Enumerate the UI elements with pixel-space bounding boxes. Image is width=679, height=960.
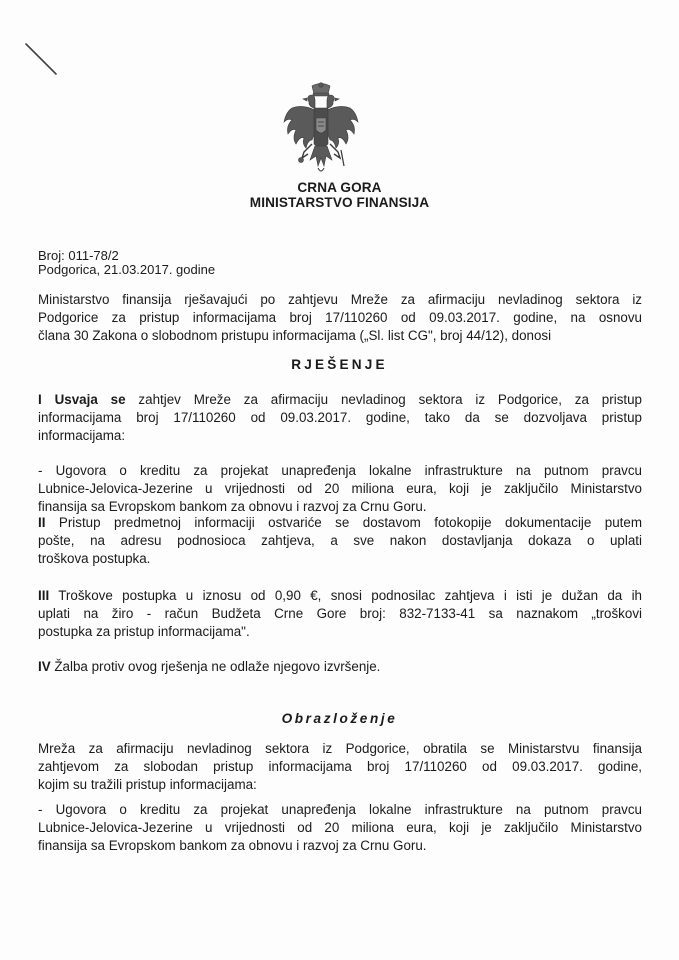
intro-line: Ministarstvo finansija rješavajući po zahtjevu Mreže za afirmaciju nevladinog sektora iz bbox=[38, 292, 642, 307]
section-2-line: pošte, na adresu podnosioca zahtjeva, a sve nakon dostavljanja dokaza o uplati bbox=[38, 533, 642, 549]
reasoning-line: kojim su tražili pristup informacijama: bbox=[38, 777, 257, 793]
section-4 bbox=[38, 658, 642, 676]
section-2-line: troškova postupka. bbox=[38, 551, 151, 567]
item-line: Lubnice-Jelovica-Jezerine u vrijednosti od 20 miliona eura, koji je zaključilo Ministarstvo bbox=[38, 820, 642, 836]
section-3 bbox=[38, 587, 642, 642]
requested-item-2 bbox=[38, 801, 642, 856]
section-1-line: informacijama broj 17/110260 od 09.03.2017. godine, tako da se dozvoljava pristup bbox=[38, 410, 642, 426]
section-4-line bbox=[38, 658, 642, 676]
item-line: finansija sa Evropskom bankom za obnovu i razvoj za Crnu Goru. bbox=[38, 499, 427, 515]
item-line: Lubnice-Jelovica-Jezerine u vrijednosti od 20 miliona eura, koji je zaključilo Ministarstvo bbox=[38, 481, 642, 497]
section-3-line: postupka za pristup informacijama". bbox=[38, 624, 250, 640]
section-1 bbox=[38, 391, 642, 446]
item-line: - Ugovora o kreditu za projekat unapređenja lokalne infrastrukture na putnom pravcu bbox=[38, 463, 642, 478]
decision-title: RJEŠENJE bbox=[291, 357, 388, 372]
item-line: - Ugovora o kreditu za projekat unapređenja lokalne infrastrukture na putnom pravcu bbox=[38, 802, 642, 817]
intro-line: člana 30 Zakona o slobodnom pristupu informacijama („Sl. list CG", broj 44/12), donosi bbox=[38, 328, 552, 344]
section-2-line bbox=[38, 514, 642, 532]
section-numeral: III bbox=[38, 588, 50, 603]
intro-line: Podgorice za pristup informacijama broj 17/110260 od 09.03.2017. godine, na osnovu bbox=[38, 310, 642, 326]
section-4-text: Žalba protiv ovog rješenja ne odlaže njegovo izvršenje. bbox=[50, 659, 381, 674]
section-numeral: IV bbox=[38, 659, 51, 674]
requested-item-1 bbox=[38, 462, 642, 517]
item-line: finansija sa Evropskom bankom za obnovu i razvoj za Crnu Goru. bbox=[38, 838, 427, 854]
section-numeral: II bbox=[38, 515, 46, 530]
reasoning-paragraph bbox=[38, 740, 642, 795]
reference-number: Broj: 011-78/2 bbox=[38, 248, 119, 263]
section-1-line: informacijama: bbox=[38, 428, 126, 444]
section-2-text: Pristup predmetnoj informaciji ostvariće se dostavom fotokopije dokumentacije putem bbox=[45, 515, 642, 530]
section-3-text: Troškove postupka u iznosu od 0,90 €, snosi podnosilac zahtjeva i isti je dužan da ih bbox=[49, 588, 642, 603]
reasoning-title: Obrazloženje bbox=[281, 711, 398, 726]
section-3-line: uplati na žiro - račun Budžeta Crne Gore broj: 832-7133-41 sa naznakom „troškovi bbox=[38, 606, 642, 622]
section-1-line bbox=[38, 391, 642, 409]
reasoning-line: zahtjevom za slobodan pristup informacijama broj 17/110260 od 09.03.2017. godine, bbox=[38, 759, 642, 775]
intro-paragraph bbox=[38, 291, 642, 346]
pen-stroke-mark bbox=[22, 40, 62, 80]
reasoning-line: Mreža za afirmaciju nevladinog sektora iz Podgorice, obratila se Ministarstvu finansija bbox=[38, 741, 642, 756]
section-3-line bbox=[38, 587, 642, 605]
section-numeral: I bbox=[38, 392, 42, 407]
ministry-heading: MINISTARSTVO FINANSIJA bbox=[249, 195, 430, 210]
montenegro-coat-of-arms-icon bbox=[282, 82, 360, 180]
section-2 bbox=[38, 514, 642, 569]
section-1-lead: Usvaja se bbox=[54, 392, 126, 407]
place-and-date: Podgorica, 21.03.2017. godine bbox=[38, 262, 216, 277]
section-1-text: zahtjev Mreže za afirmaciju nevladinog sektora iz Podgorice, za pristup bbox=[125, 392, 643, 407]
country-heading: CRNA GORA bbox=[297, 180, 382, 195]
